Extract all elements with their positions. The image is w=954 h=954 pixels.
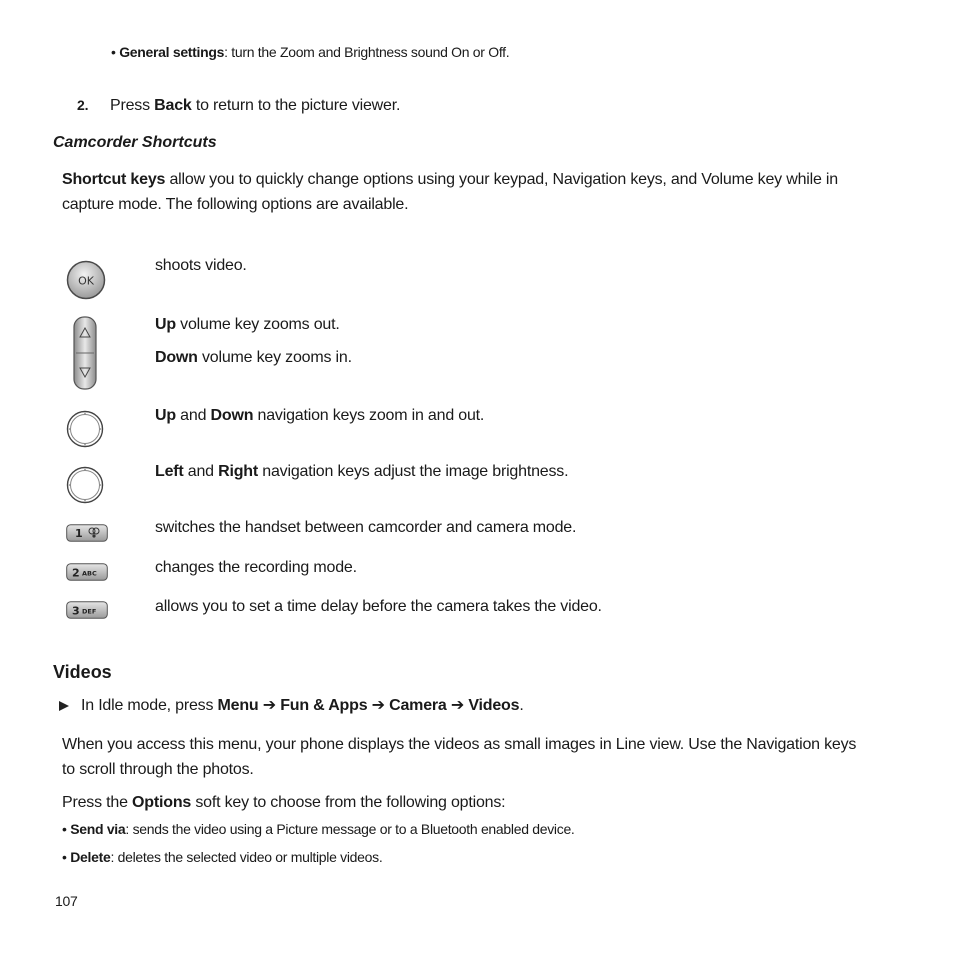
step-2-text [110,96,400,116]
nav-updown-text [155,406,484,426]
svg-text:DEF: DEF [82,607,97,616]
delete-text: : deletes the selected video or multiple videos. [110,849,383,865]
general-settings-bullet [111,44,509,62]
right-label: Right [218,463,259,480]
options-key-label: Options [132,794,192,811]
svg-text:2: 2 [72,566,80,580]
step-2 [77,96,88,116]
send-via-label: Send via [70,821,126,837]
nav-leftright-desc: navigation keys adjust the image brightness. [258,463,569,480]
videos-path-item: Videos [468,697,520,714]
up-label: Up [155,407,176,424]
svg-text:ABC: ABC [82,569,97,578]
left-label: Left [155,463,184,480]
arrow-bullet-icon [58,700,70,712]
key-3-text: allows you to set a time delay before the camera takes the video. [155,598,602,615]
nav-pre-text: In Idle mode, press [81,697,218,714]
shortcut-keys-label: Shortcut keys [62,171,166,188]
general-settings-text: : turn the Zoom and Brightness sound On or Off. [224,44,510,60]
delete-bullet [62,849,382,867]
general-settings-label: General settings [119,44,225,60]
para2-post: soft key to choose from the following options: [191,794,506,811]
ok-shortcut-text: shoots video. [155,257,247,274]
fun-apps-path-item: Fun & Apps [280,697,368,714]
delete-label: Delete [70,849,111,865]
and-text: and [183,463,219,480]
up-text: volume key zooms out. [175,316,340,333]
volume-down-text [155,348,352,368]
key-2-icon [66,563,108,581]
step-2-pre: Press [110,97,155,114]
nav-leftright-text [155,462,568,482]
path-arrow: ➔ [258,697,281,714]
camcorder-shortcuts-heading: Camcorder Shortcuts [53,134,217,151]
volume-key-icon [73,316,97,390]
nav-end: . [519,697,524,714]
navigation-key-icon [66,466,104,504]
videos-para-line1: When you access this menu, your phone displays the videos as small images in Line view. Use the Navigation keys [62,736,857,753]
videos-navigation-path [81,696,524,716]
videos-heading: Videos [53,662,112,682]
svg-text:3: 3 [72,604,80,618]
para2-pre: Press the [62,794,133,811]
send-via-text: : sends the video using a Picture message or to a Bluetooth enabled device. [125,821,575,837]
path-arrow: ➔ [367,697,390,714]
intro-text-1: allow you to quickly change options using your keypad, Navigation keys, and Volume key while in [165,171,838,188]
key-1-icon [66,524,108,542]
bullet-glyph: • [111,44,116,60]
key-2-text: changes the recording mode. [155,559,357,576]
up-label: Up [155,316,176,333]
path-arrow: ➔ [446,697,469,714]
bullet-glyph: • [62,849,67,865]
svg-text:1: 1 [75,527,83,540]
send-via-bullet [62,821,575,839]
step-2-post: to return to the picture viewer. [191,97,401,114]
key-3-icon [66,601,108,619]
page-number: 107 [55,893,78,909]
and-text: and [175,407,211,424]
navigation-key-icon [66,410,104,448]
videos-para-line2: to scroll through the photos. [62,761,254,778]
bullet-glyph: • [62,821,67,837]
key-1-text: switches the handset between camcorder and camera mode. [155,519,577,536]
menu-path-item: Menu [217,697,259,714]
options-paragraph [62,793,505,813]
down-text: volume key zooms in. [197,349,352,366]
down-label: Down [155,349,198,366]
svg-text:OK: OK [78,274,94,288]
nav-updown-desc: navigation keys zoom in and out. [253,407,485,424]
shortcut-intro-line2: capture mode. The following options are available. [62,196,409,213]
camera-path-item: Camera [389,697,447,714]
step-number: 2. [77,97,89,113]
shortcut-intro-line1 [62,170,838,190]
down-label: Down [210,407,254,424]
ok-key-icon [66,260,106,300]
back-key-label: Back [154,97,192,114]
volume-up-text [155,315,340,335]
